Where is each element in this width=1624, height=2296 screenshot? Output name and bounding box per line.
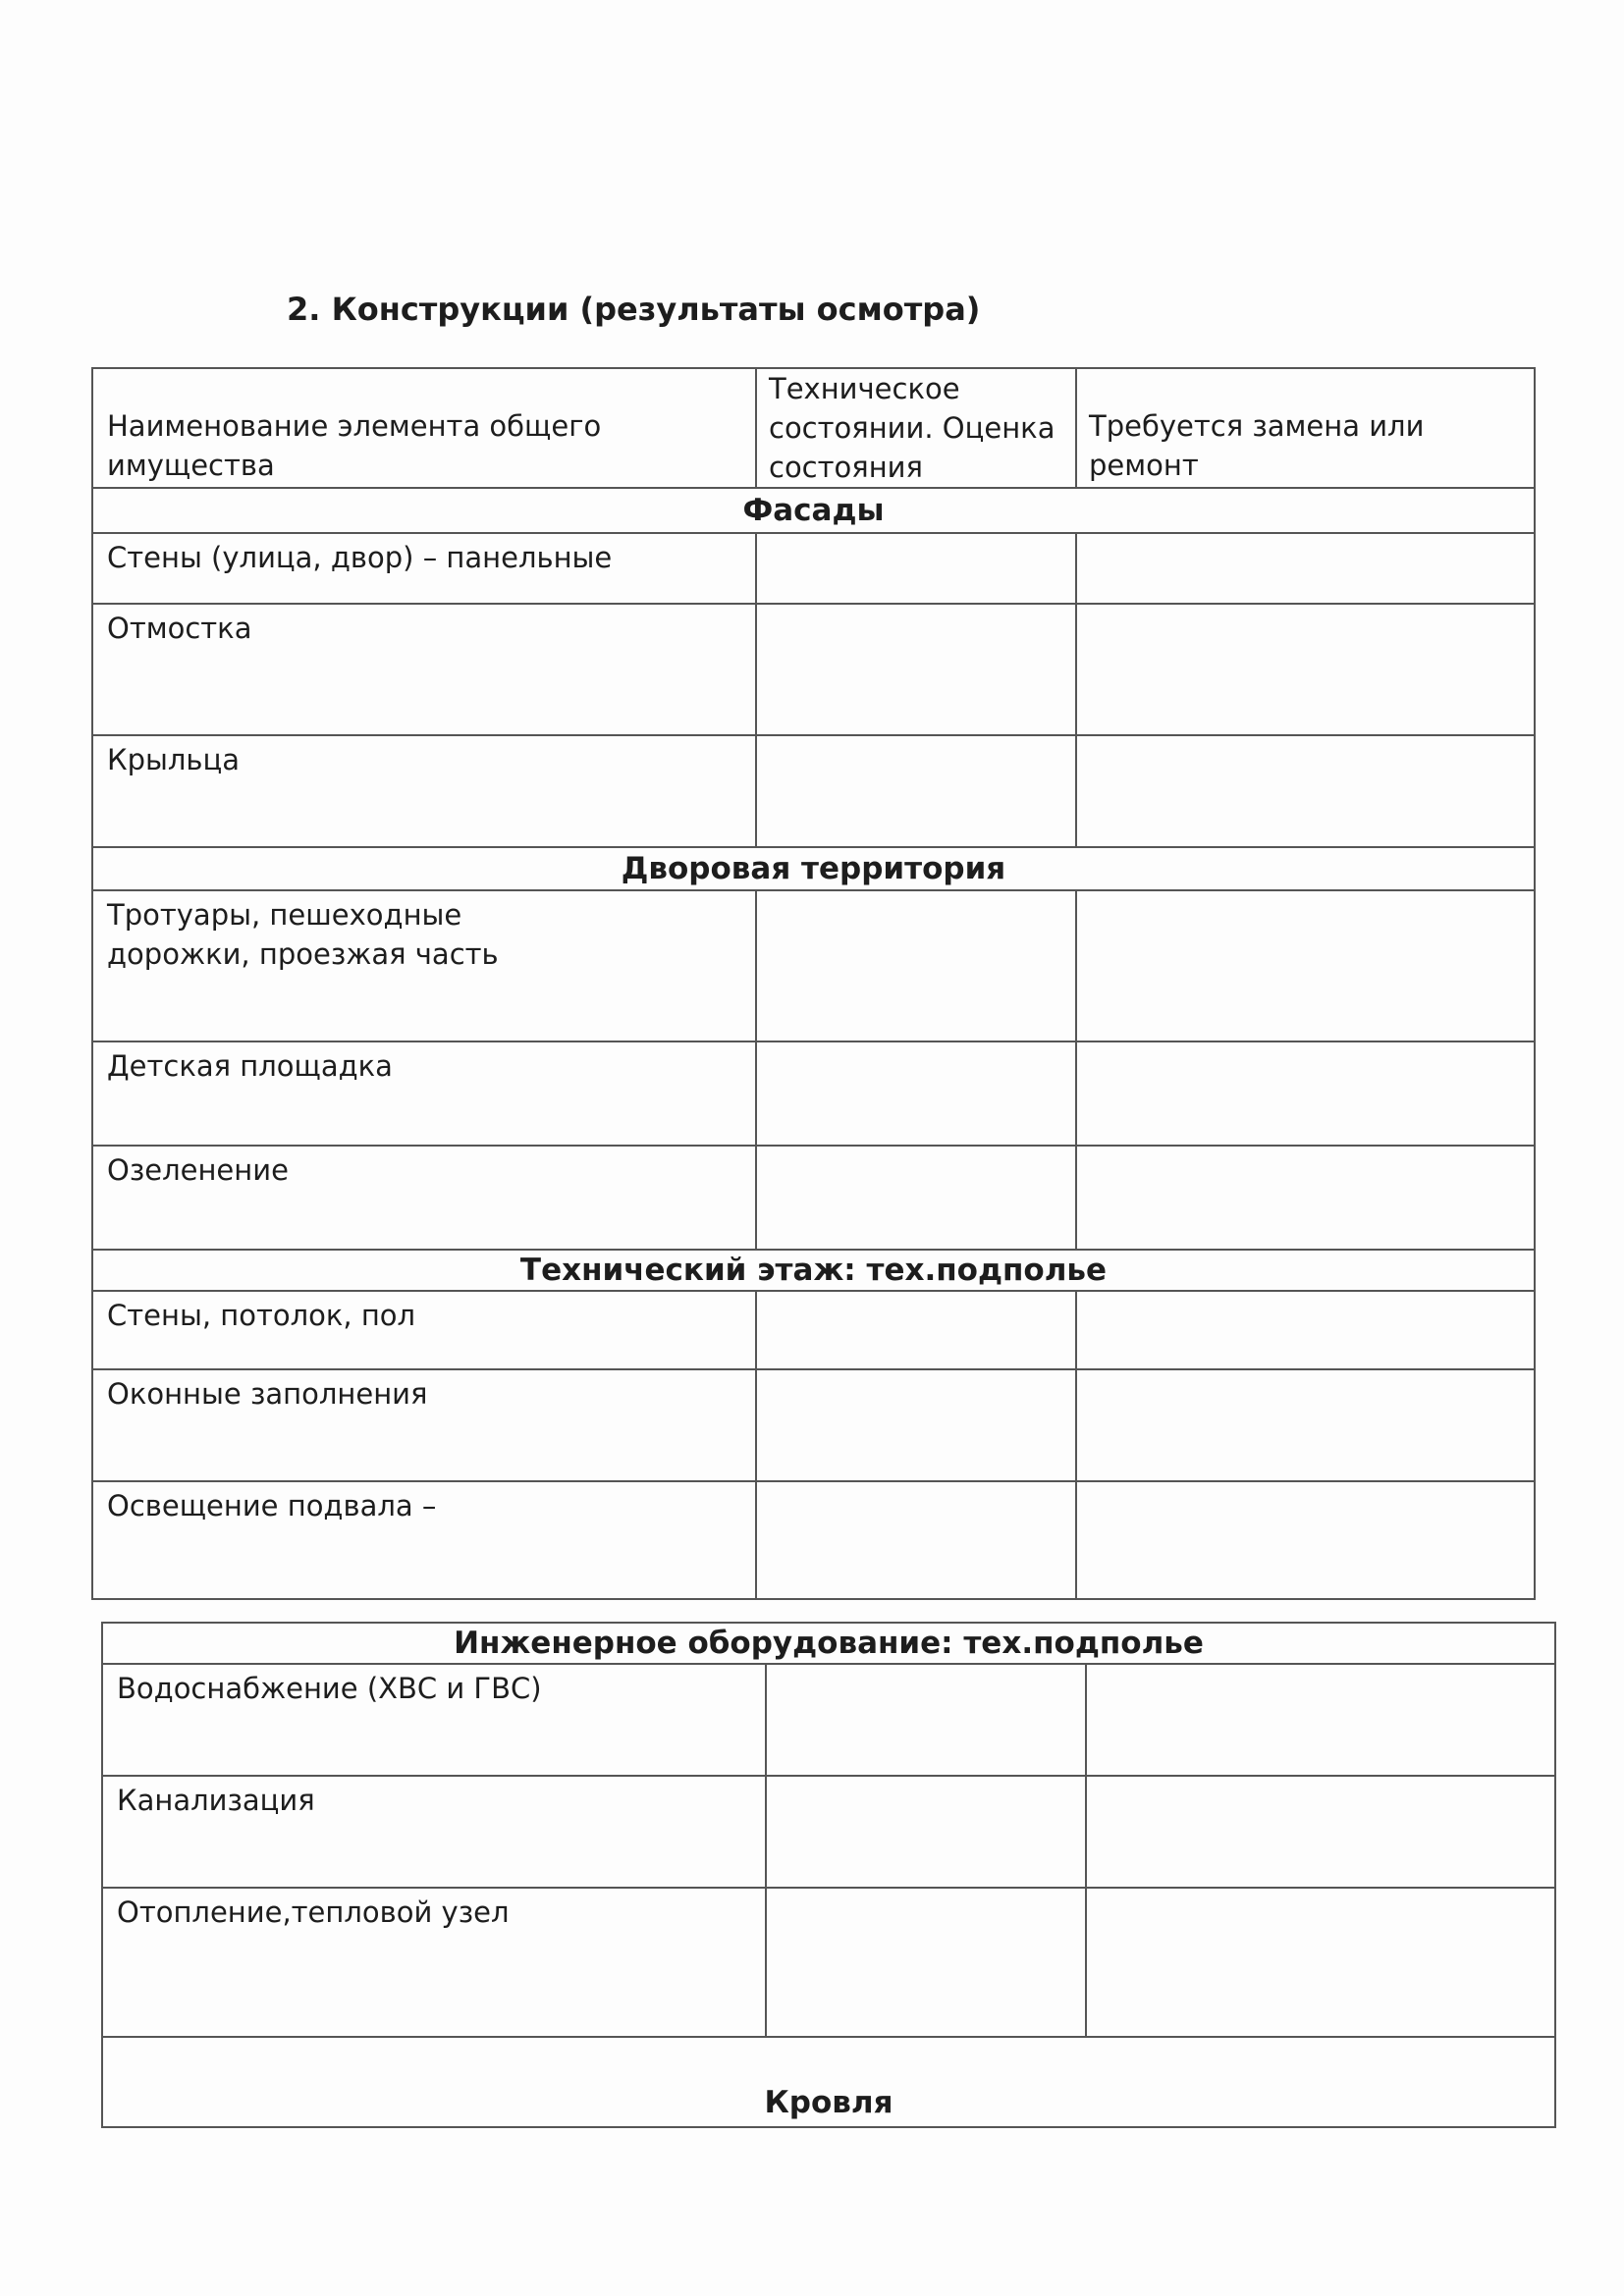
row-label-sidewalks: Тротуары, пешеходные дорожки, проезжая часть <box>92 890 756 1041</box>
header-element-name: Наименование элемента общего имущества <box>92 368 756 488</box>
constructions-table <box>91 367 1536 1600</box>
repair-cell[interactable] <box>1076 1481 1535 1599</box>
row-label-walls-ceiling: Стены, потолок, пол <box>92 1291 756 1369</box>
table-row <box>102 1888 1555 2037</box>
table-row <box>92 735 1535 847</box>
row-label-basement-light: Освещение подвала – <box>92 1481 756 1599</box>
section-row-tech-floor <box>92 1250 1535 1291</box>
condition-cell[interactable] <box>756 1146 1076 1250</box>
row-label-greenery: Озеленение <box>92 1146 756 1250</box>
table-row <box>92 1369 1535 1481</box>
table-row <box>92 1481 1535 1599</box>
header-condition: Техническое состоянии. Оценка состояния <box>756 368 1076 488</box>
section-row-roof <box>102 2037 1555 2127</box>
repair-cell[interactable] <box>1076 1369 1535 1481</box>
repair-cell[interactable] <box>1076 735 1535 847</box>
condition-cell[interactable] <box>756 735 1076 847</box>
table-row <box>102 1776 1555 1888</box>
table-row <box>92 604 1535 735</box>
section-title: 2. Конструкции (результаты осмотра) <box>287 291 981 328</box>
row-label-water: Водоснабжение (ХВС и ГВС) <box>102 1664 766 1776</box>
section-row-facades <box>92 488 1535 533</box>
repair-cell[interactable] <box>1086 1664 1555 1776</box>
table-row <box>92 533 1535 604</box>
header-row <box>92 368 1535 488</box>
header-repair: Требуется замена или ремонт <box>1076 368 1535 488</box>
repair-cell[interactable] <box>1086 1776 1555 1888</box>
table-row <box>92 890 1535 1041</box>
condition-cell[interactable] <box>766 1888 1086 2037</box>
condition-cell[interactable] <box>756 1369 1076 1481</box>
condition-cell[interactable] <box>756 1041 1076 1146</box>
row-label-playground: Детская площадка <box>92 1041 756 1146</box>
condition-cell[interactable] <box>766 1664 1086 1776</box>
repair-cell[interactable] <box>1076 604 1535 735</box>
condition-cell[interactable] <box>756 1291 1076 1369</box>
section-facades: Фасады <box>92 488 1535 533</box>
section-tech-floor: Технический этаж: тех.подполье <box>92 1250 1535 1291</box>
repair-cell[interactable] <box>1076 1041 1535 1146</box>
repair-cell[interactable] <box>1076 1146 1535 1250</box>
row-label-sewage: Канализация <box>102 1776 766 1888</box>
section-engineering: Инженерное оборудование: тех.подполье <box>102 1623 1555 1664</box>
condition-cell[interactable] <box>756 1481 1076 1599</box>
section-roof: Кровля <box>102 2037 1555 2127</box>
repair-cell[interactable] <box>1076 533 1535 604</box>
table-row <box>102 1664 1555 1776</box>
section-yard: Дворовая территория <box>92 847 1535 890</box>
engineering-table <box>101 1622 1556 2128</box>
table-row <box>92 1146 1535 1250</box>
condition-cell[interactable] <box>766 1776 1086 1888</box>
row-label-porches: Крыльца <box>92 735 756 847</box>
repair-cell[interactable] <box>1086 1888 1555 2037</box>
condition-cell[interactable] <box>756 604 1076 735</box>
row-label-heating: Отопление,тепловой узел <box>102 1888 766 2037</box>
section-row-engineering <box>102 1623 1555 1664</box>
table-row <box>92 1291 1535 1369</box>
row-label-walls: Стены (улица, двор) – панельные <box>92 533 756 604</box>
repair-cell[interactable] <box>1076 890 1535 1041</box>
condition-cell[interactable] <box>756 890 1076 1041</box>
row-label-blind-area: Отмостка <box>92 604 756 735</box>
row-label-windows: Оконные заполнения <box>92 1369 756 1481</box>
table-row <box>92 1041 1535 1146</box>
section-row-yard <box>92 847 1535 890</box>
condition-cell[interactable] <box>756 533 1076 604</box>
repair-cell[interactable] <box>1076 1291 1535 1369</box>
